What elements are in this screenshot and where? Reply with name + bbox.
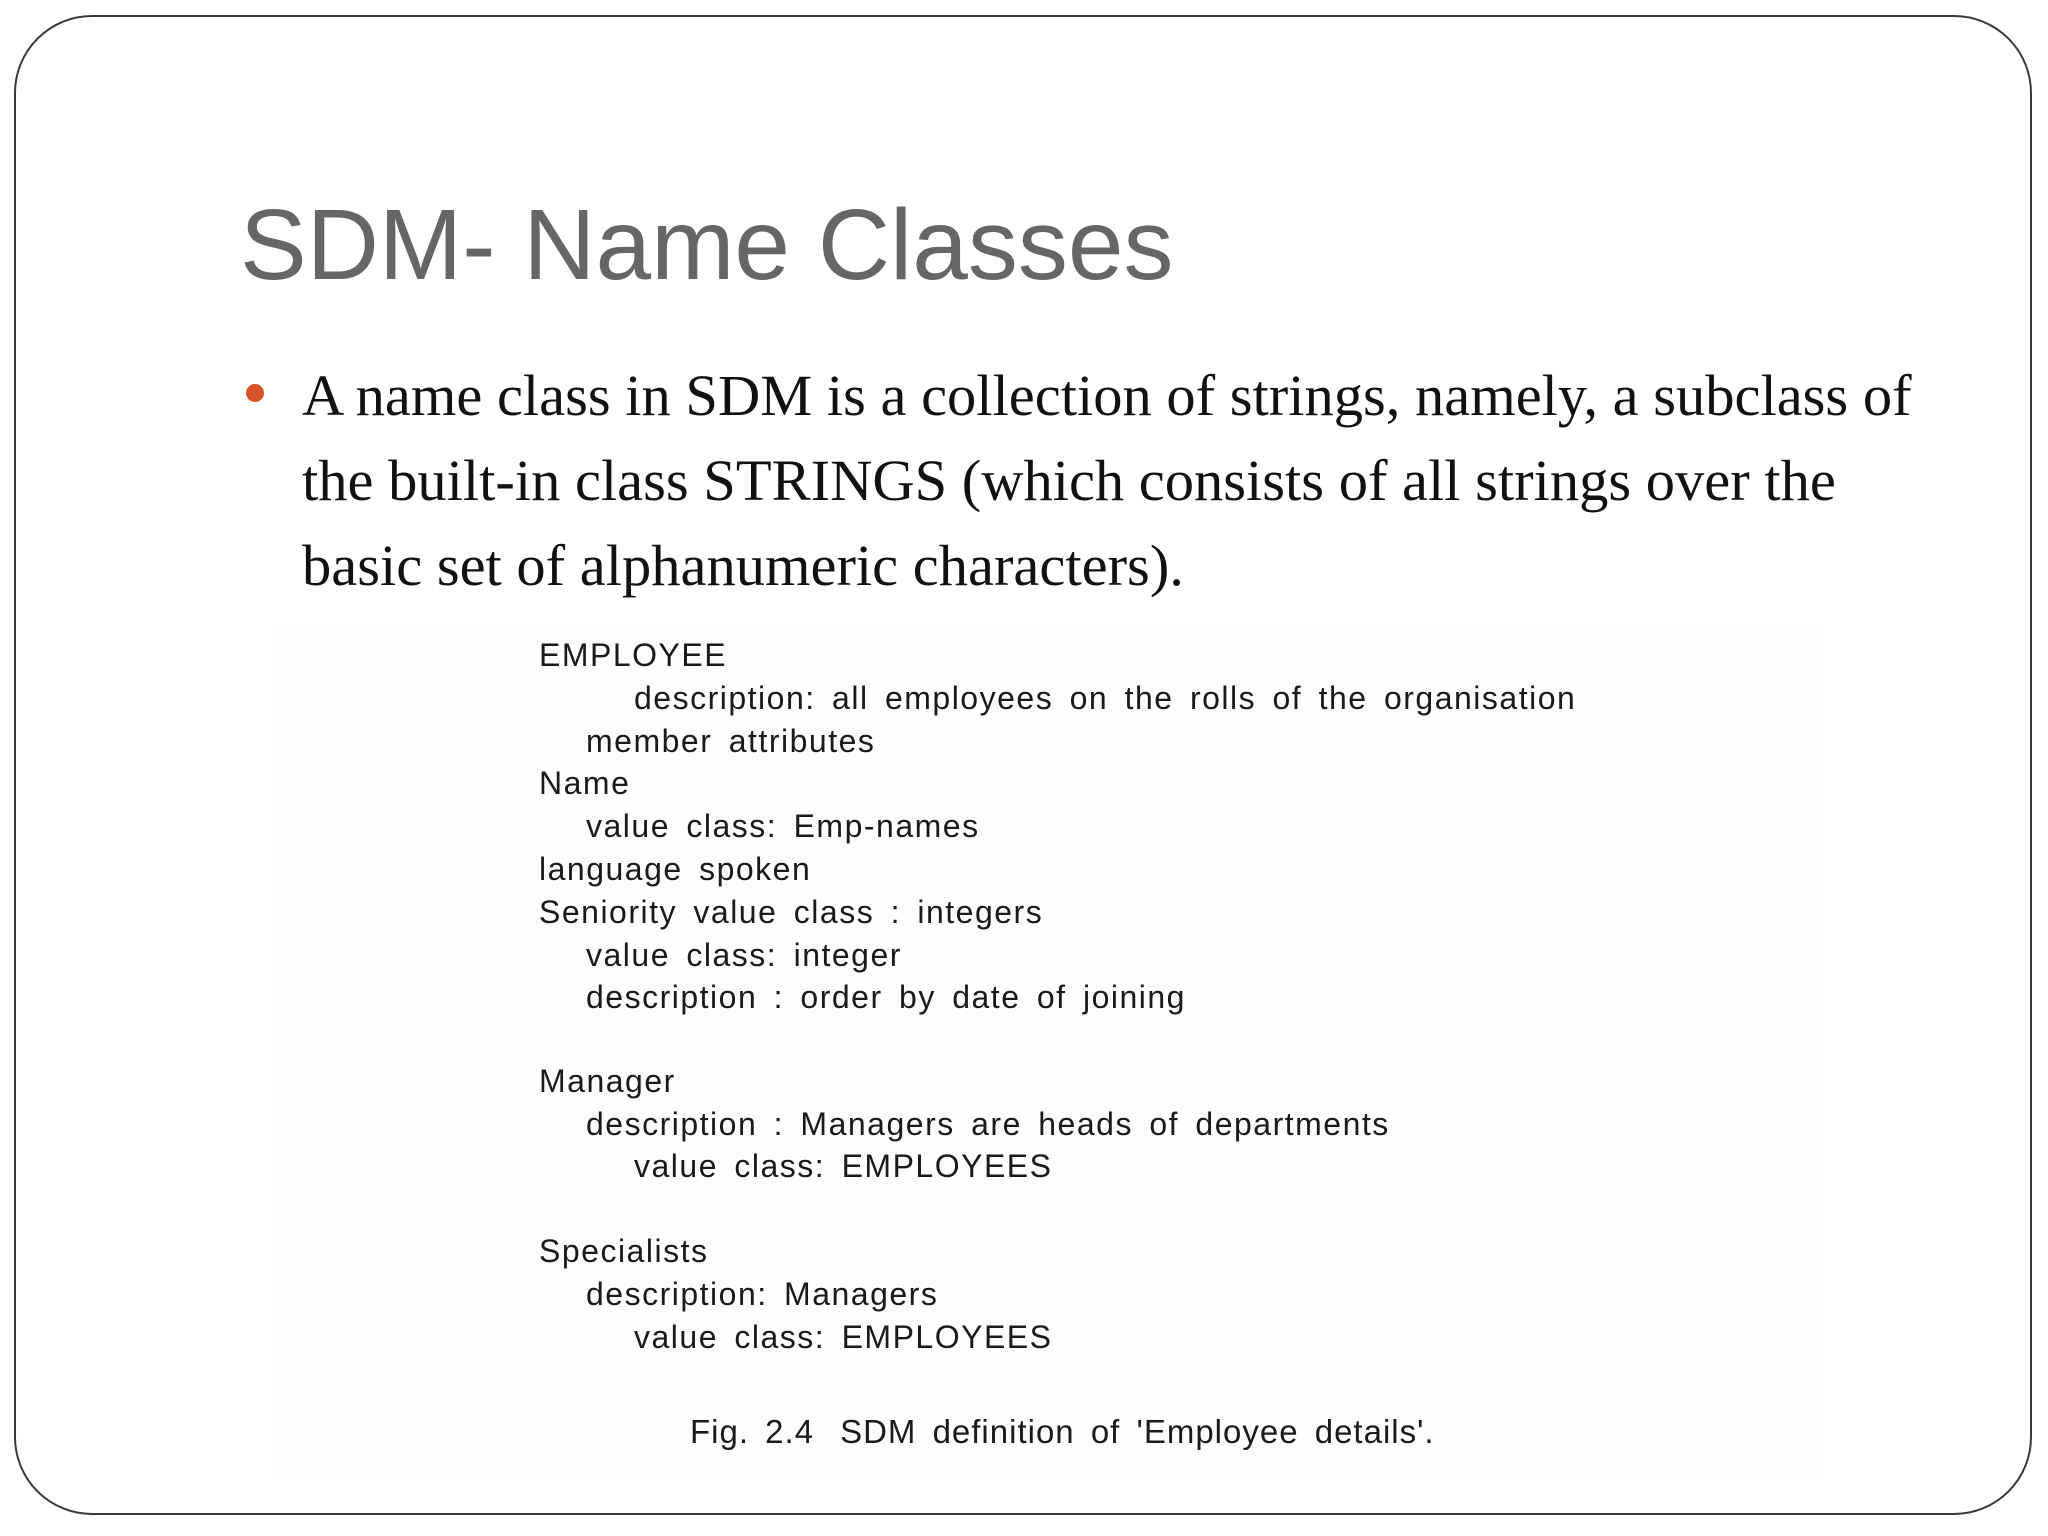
slide-frame: [14, 15, 2032, 1515]
figure-line-member-attributes: member attributes: [586, 723, 876, 759]
figure-line-employee: EMPLOYEE: [539, 637, 728, 673]
figure-line-seniority-value-class: value class: integer: [586, 937, 902, 973]
figure-line-manager: Manager: [539, 1063, 676, 1099]
bullet-item: [238, 353, 1918, 608]
figure-line-specialists-value-class: value class: EMPLOYEES: [634, 1319, 1053, 1355]
figure-line-name-value-class: value class: Emp-names: [586, 808, 980, 844]
figure-caption: [690, 1415, 1435, 1448]
figure-line-name: Name: [539, 765, 631, 801]
figure-line-manager-value-class: value class: EMPLOYEES: [634, 1148, 1053, 1184]
slide-title: SDM- Name Classes: [240, 189, 1174, 301]
figure-line-seniority-description: description : order by date of joining: [586, 979, 1186, 1015]
figure-line-employee-description: description: all employees on the rolls of the organisation: [634, 680, 1577, 716]
figure-image: [274, 627, 1824, 1477]
figure-line-manager-description: description : Managers are heads of departments: [586, 1106, 1390, 1142]
figure-line-language-spoken: language spoken: [539, 851, 812, 887]
bullet-text: A name class in SDM is a collection of strings, namely, a subclass of the built-in class STRINGS (which consists of all strings over the basic set of alphanumeric characters).: [302, 363, 1912, 598]
bullet-dot-icon: [246, 384, 264, 402]
figure-line-specialists-description: description: Managers: [586, 1276, 939, 1312]
figure-caption-text: SDM definition of 'Employee details'.: [840, 1413, 1435, 1450]
figure-line-seniority: Seniority value class : integers: [539, 894, 1044, 930]
figure-line-specialists: Specialists: [539, 1233, 709, 1269]
figure-caption-number: Fig. 2.4: [690, 1413, 815, 1450]
